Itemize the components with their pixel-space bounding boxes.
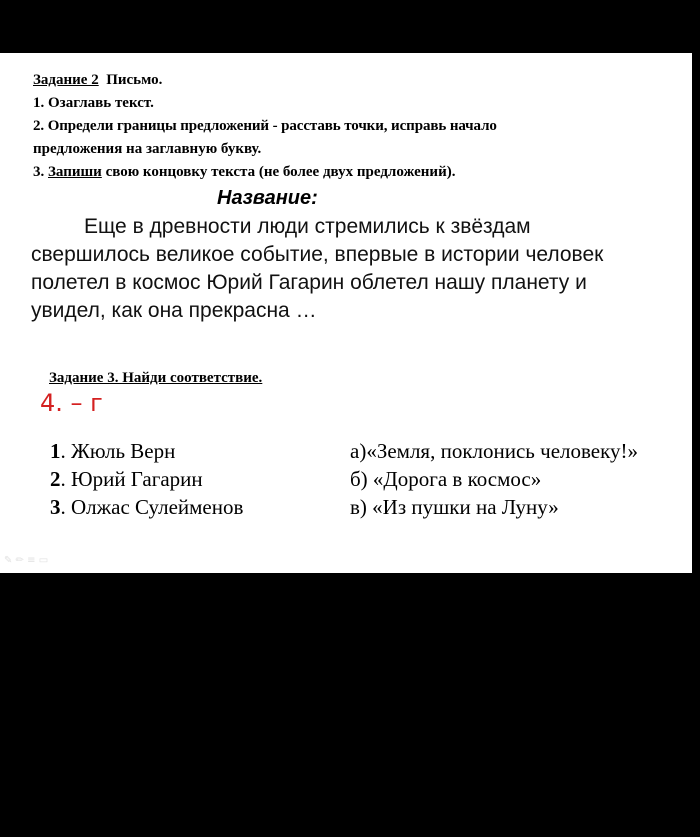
menu-icon[interactable]: ≡ [27, 555, 36, 566]
task2-step1: 1. Озаглавь текст. [33, 95, 154, 111]
handwritten-answer: 4. – г [40, 389, 103, 417]
text-line-3: полетел в космос Юрий Гагарин облетел нашу планету и [31, 271, 587, 294]
annotation-toolbar[interactable] [4, 555, 48, 566]
text-line-2: свершилось великое событие, впервые в истории человек [31, 243, 604, 266]
match-left-3-num: 3 [50, 495, 61, 519]
text-line-1: Еще в древности люди стремились к звёздам [84, 215, 531, 238]
match-left-1-num: 1 [50, 439, 61, 463]
match-left-1-text: . Жюль Верн [60, 439, 176, 463]
match-left-1 [50, 439, 175, 464]
task2-step2-line2: предложения на заглавную букву. [33, 141, 262, 157]
task2-step3-rest: свою концовку текста (не более двух предложений). [105, 164, 456, 180]
match-left-2 [50, 467, 203, 492]
task2-step3-label: Запиши [48, 164, 102, 180]
match-left-3-text: . Олжас Сулейменов [60, 495, 244, 519]
task2-heading [33, 72, 162, 89]
match-right-c: в) «Из пушки на Луну» [350, 495, 559, 519]
task3-heading: Задание 3. Найди соответствие. [49, 370, 263, 386]
pencil-icon[interactable]: ✏ [15, 555, 24, 566]
match-left-3 [50, 495, 243, 520]
task2-heading-label: Задание 2 [33, 72, 99, 88]
task2-step3-num: 3. [33, 164, 45, 180]
task2-heading-rest: Письмо. [106, 72, 163, 88]
pen-icon[interactable]: ✎ [4, 555, 13, 566]
document-page [0, 53, 692, 573]
text-line-4: увидел, как она прекрасна … [31, 299, 317, 322]
match-left-2-num: 2 [50, 467, 61, 491]
match-left-2-text: . Юрий Гагарин [60, 467, 203, 491]
match-right-a: а)«Земля, поклонись человеку!» [350, 439, 639, 463]
eraser-icon[interactable]: ▭ [38, 555, 49, 566]
task2-step2-line1: 2. Определи границы предложений - расставь точки, исправь начало [33, 118, 497, 134]
task2-step3 [33, 164, 455, 181]
text-title-label: Название: [217, 187, 318, 209]
match-right-b: б) «Дорога в космос» [350, 467, 542, 491]
